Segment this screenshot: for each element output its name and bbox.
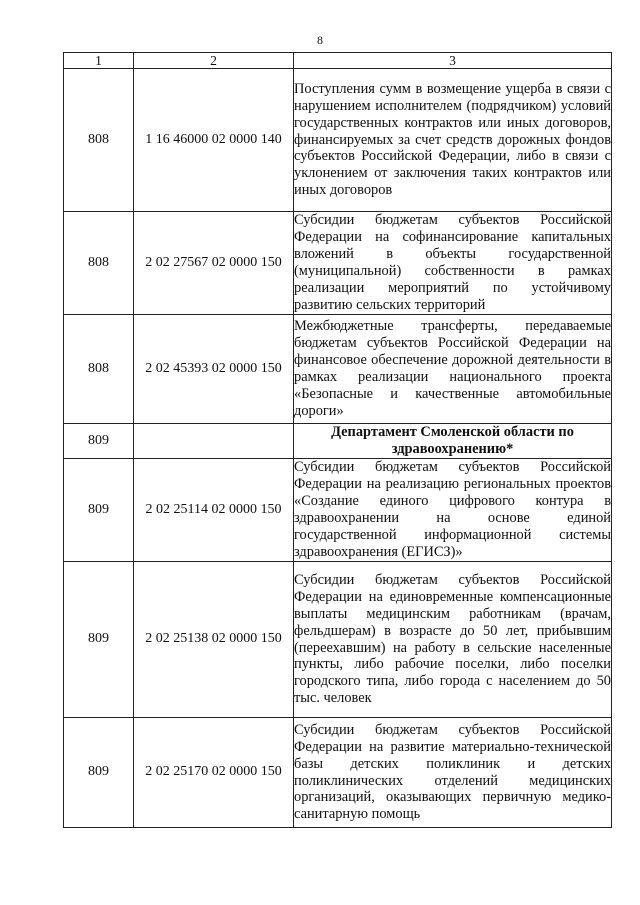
table-row [64, 718, 612, 828]
table-row [64, 69, 612, 212]
income-description-cell [294, 459, 612, 562]
budget-classification-code-cell: 2 02 25138 02 0000 150 [134, 562, 294, 718]
income-description-text: Субсидии бюджетам субъектов Российской Федерации на реализацию региональных проектов «Создание единого цифрового контура в здравоохранении на основе единой государственной информационной системы здравоохранения (ЕГИСЗ)» [294, 459, 611, 560]
table-row [64, 315, 612, 424]
budget-classification-code-cell: 2 02 25114 02 0000 150 [134, 459, 294, 562]
budget-classification-code-cell: 2 02 45393 02 0000 150 [134, 315, 294, 424]
income-description-text: Субсидии бюджетам субъектов Российской Федерации на софинансирование капитальных вложений в объекты государственной (муниципальной) собственности в рамках реализации мероприятий по устойчивому развитию сельских территорий [294, 212, 611, 313]
budget-codes-table [63, 52, 612, 828]
budget-classification-code-cell: 2 02 27567 02 0000 150 [134, 212, 294, 315]
income-description-cell [294, 718, 612, 828]
column-header-3: 3 [294, 53, 612, 69]
income-description-text: Поступления сумм в возмещение ущерба в связи с нарушением исполнителем (подрядчиком) условий государственных контрактов или иных договоров, финансируемых за счет средств дорожных фондов субъектов Российской Федерации, либо в связи с уклонением от заключения таких контрактов или иных договоров [294, 80, 611, 199]
income-description-text: Субсидии бюджетам субъектов Российской Федерации на единовременные компенсационные выплаты медицинским работникам (врачам, фельдшерам) в возрасте до 50 лет, прибывшим (переехавшим) на работу в сельские населенные пункты, либо рабочие поселки, либо поселки городского типа, либо города с населением до 50 тыс. человек [294, 571, 611, 707]
income-description-text: Субсидии бюджетам субъектов Российской Федерации на развитие материально-технической базы детских поликлиник и детских поликлинических отделений медицинских организаций, оказывающих первичную медико-санитарную помощь [294, 721, 611, 823]
admin-code-cell: 809 [64, 424, 134, 459]
table-row [64, 459, 612, 562]
table-row [64, 562, 612, 718]
column-header-2: 2 [134, 53, 294, 69]
income-description-cell [294, 69, 612, 212]
admin-code-cell: 808 [64, 69, 134, 212]
admin-code-cell: 809 [64, 718, 134, 828]
department-heading: Департамент Смоленской области по здравоохранению* [294, 424, 612, 459]
table-row-department [64, 424, 612, 459]
admin-code-cell: 809 [64, 459, 134, 562]
budget-classification-code-cell: 2 02 25170 02 0000 150 [134, 718, 294, 828]
income-description-cell [294, 212, 612, 315]
column-header-1: 1 [64, 53, 134, 69]
budget-classification-code-cell [134, 424, 294, 459]
admin-code-cell: 808 [64, 315, 134, 424]
table-header-row [64, 53, 612, 69]
income-description-cell [294, 562, 612, 718]
budget-classification-code-cell: 1 16 46000 02 0000 140 [134, 69, 294, 212]
income-description-cell [294, 315, 612, 424]
page-number: 8 [317, 33, 323, 47]
admin-code-cell: 809 [64, 562, 134, 718]
income-description-text: Межбюджетные трансферты, передаваемые бюджетам субъектов Российской Федерации на финансовое обеспечение дорожной деятельности в рамках реализации национального проекта «Безопасные и качественные автомобильные дороги» [294, 318, 611, 419]
admin-code-cell: 808 [64, 212, 134, 315]
table-row [64, 212, 612, 315]
